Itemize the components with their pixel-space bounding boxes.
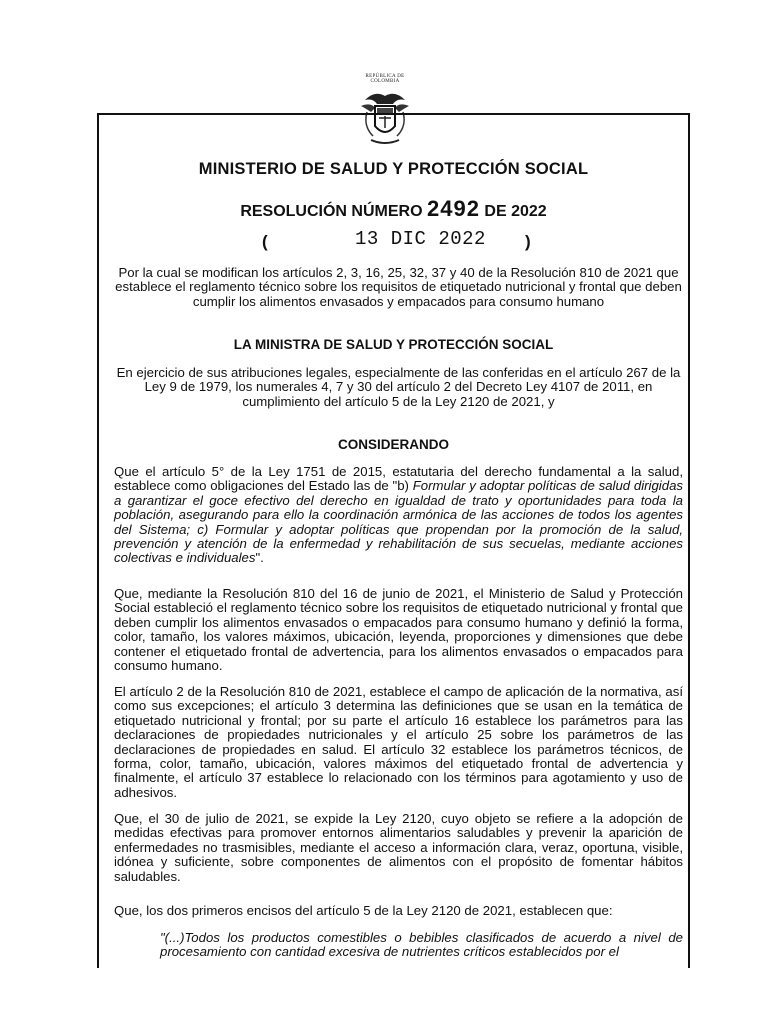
resolution-label: RESOLUCIÓN NÚMERO [240, 203, 423, 220]
open-paren: ( [262, 232, 268, 251]
minister-heading: LA MINISTRA DE SALUD Y PROTECCIÓN SOCIAL [233, 337, 554, 352]
ministry-title: MINISTERIO DE SALUD Y PROTECCIÓN SOCIAL [198, 160, 589, 178]
close-paren: ) [525, 232, 531, 251]
considering-paragraph-3: El artículo 2 de la Resolución 810 de 2021, establece el campo de aplicación de la normativa, así como sus excepciones; el artículo 3 determina las definiciones que se usan en la temática de etiquetado nutricional y frontal; por su parte el artículo 16 establece los parámetros para las declaraciones de propiedades nutricionales y el artículo 25 sobre los parámetros de las declaraciones de propiedades en salud. El artículo 32 establece los parámetros técnicos, de forma, color, tamaño, ubicación, valores máximos del etiquetado frontal de advertencia y finalmente, el artículo 37 establece lo relacionado con los términos para agotamiento y uso de adhesivos. [114, 684, 683, 800]
considering-paragraph-2: Que, mediante la Resolución 810 del 16 de junio de 2021, el Ministerio de Salud y Protección Social estableció el reglamento técnico sobre los requisitos de etiquetado nutricional y frontal que deben cumplir los alimentos envasados o empacados para consumo humano y definió la forma, color, tamaño, los valores máximos, ubicación, leyenda, proporciones y dimensiones que debe contener el etiquetado frontal de advertencia, para los alimentos envasados o empacados para consumo humano. [114, 586, 683, 674]
country-label: REPÚBLICA DE COLOMBIA [365, 74, 405, 84]
powers-paragraph: En ejercicio de sus atribuciones legales, especialmente de las conferidas en el artículo 267 de la Ley 9 de 1979, los numerales 4, 7 y 30 del artículo 2 del Decreto Ley 4107 de 2011, en cumplimiento del artículo 5 de la Ley 2120 de 2021, y [116, 365, 681, 409]
p1-italic: Formular y adoptar políticas de salud dirigidas a garantizar el goce efectivo del derecho en igualdad de trato y oportunidades para toda la población, asegurando para ello la coordinación armónica de las acciones de todos los agentes del Sistema; c) Formular y adoptar políticas que propendan por la promoción de la salud, prevención y atención de la enfermedad y rehabilitación de sus secuelas, mediante acciones colectivas e individuales [114, 478, 684, 566]
considering-heading: CONSIDERANDO [337, 437, 449, 452]
resolution-year: DE 2022 [484, 203, 547, 220]
considering-paragraph-5: Que, los dos primeros encisos del artículo 5 de la Ley 2120 de 2021, establecen que: [114, 903, 613, 918]
p1-intro: Que el artículo 5° de la Ley 1751 de 2015, estatutaria del derecho fundamental a la salud, establece como obligaciones del Estado las de "b) [114, 464, 683, 494]
p1-end: ". [255, 550, 264, 566]
resolution-number: 2492 [427, 196, 480, 221]
quoted-text: "(...)Todos los productos comestibles o bebibles clasificados de acuerdo a nivel de procesamiento con cantidad excesiva de nutrientes críticos establecidos por el [160, 930, 683, 960]
considering-paragraph-4: Que, el 30 de julio de 2021, se expide la Ley 2120, cuyo objeto se refiere a la adopción de medidas efectivas para promover entornos alimentarios saludables y prevenir la aparición de enfermedades no trasmisibles, mediante el acceso a información clara, veraz, oportuna, visible, idónea y suficiente, sobre componentes de alimentos con el propósito de fomentar hábitos saludables. [114, 811, 683, 884]
considering-paragraph-1 [114, 465, 683, 566]
resolution-line [97, 196, 690, 222]
resolution-date: 13 DIC 2022 [355, 228, 486, 250]
summary-paragraph: Por la cual se modifican los artículos 2, 3, 16, 25, 32, 37 y 40 de la Resolución 810 de 2021 que establece el reglamento técnico sobre los requisitos de etiquetado nutricional y frontal que deben cumplir los alimentos envasados y empacados para consumo humano [115, 265, 682, 309]
